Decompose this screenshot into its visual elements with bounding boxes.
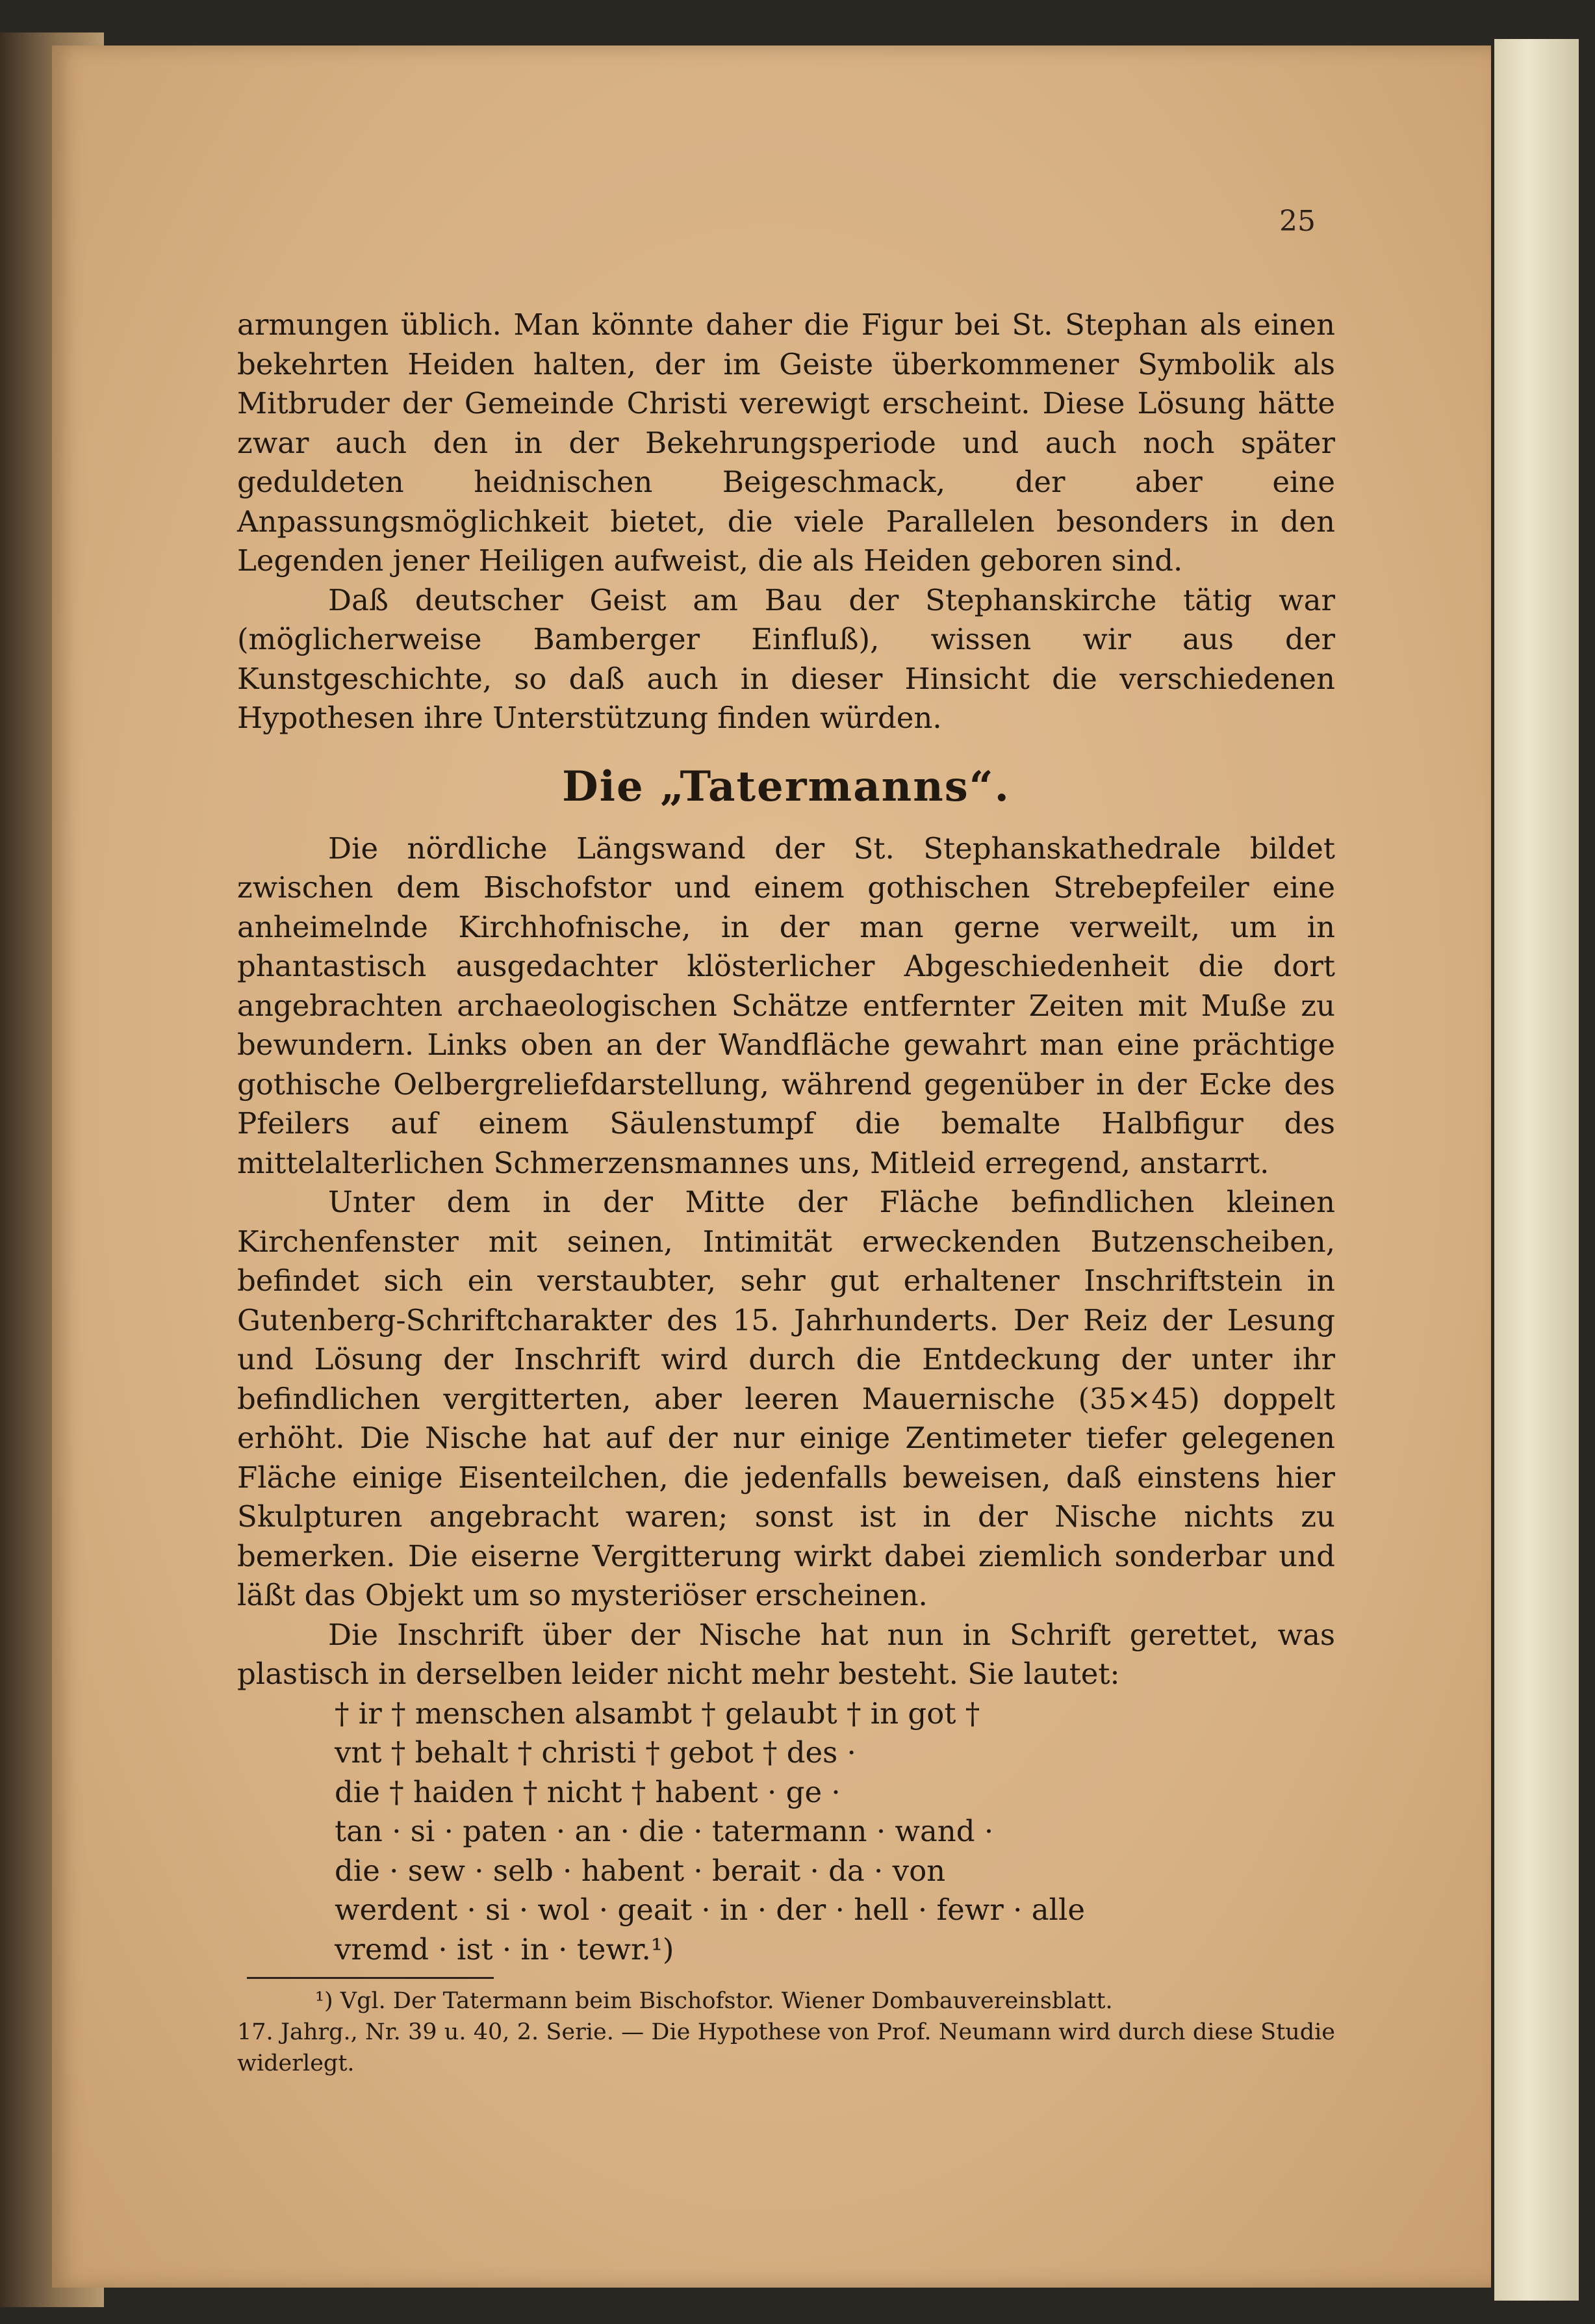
paragraph-inschrift: Die Inschrift über der Nische hat nun in Schrift gerettet, was plastisch in derselben leider nicht mehr besteht. Sie lautet: [237, 1617, 1335, 1691]
right-page-stack [1494, 39, 1579, 2301]
footnote-lead: ¹) Vgl. Der Tatermann beim Bischofstor. Wiener Dombauvereinsblatt. [315, 1988, 1113, 2014]
book-page [52, 45, 1491, 2288]
inscription-line: vremd · ist · in · tewr.¹) [335, 1931, 674, 1967]
section-heading: Die „Tatermanns“. [562, 762, 1010, 811]
inscription-line: die † haiden † nicht † habent · ge · [335, 1774, 841, 1809]
footnote-rest: 17. Jahrg., Nr. 39 u. 40, 2. Serie. — Die Hypothese von Prof. Neumann wird durch diese Studie widerlegt. [237, 2019, 1335, 2076]
inscription-line: † ir † menschen alsambt † gelaubt † in got † [335, 1696, 980, 1731]
inscription-line: werdent · si · wol · geait · in · der · hell · fewr · alle [335, 1892, 1085, 1927]
footnote [237, 1985, 1335, 2079]
page-number: 25 [1279, 205, 1316, 238]
paragraph-stephanskirche: Daß deutscher Geist am Bau der Stephanskirche tätig war (möglicherweise Bamberger Einfluß), wissen wir aus der Kunstgeschichte, so daß auch in dieser Hinsicht die verschiedenen Hypothesen ihre Unterstützung finden würden. [237, 582, 1335, 735]
inscription-line: tan · si · paten · an · die · tatermann · wand · [335, 1814, 994, 1848]
inscription-line: vnt † behalt † christi † gebot † des · [335, 1735, 856, 1770]
paragraph-continuation: armungen üblich. Man könnte daher die Figur bei St. Stephan als einen bekehrten Heiden halten, der im Geiste überkommener Symbolik als Mitbruder der Gemeinde Christi verewigt erscheint. Diese Lösung hätte zwar auch den in der Bekehrungsperiode und auch noch später geduldeten heidnischen Beigeschmack, der aber eine Anpassungsmöglichkeit bietet, die viele Parallelen besonders in den Legenden jener Heiligen aufweist, die als Heiden geboren sind. [237, 307, 1335, 578]
footnote-rule [247, 1977, 494, 1979]
inscription-line: die · sew · selb · habent · berait · da · von [335, 1853, 946, 1888]
text-block [237, 305, 1335, 2079]
paragraph-nische: Die nördliche Längswand der St. Stephanskathedrale bildet zwischen dem Bischofstor und einem gothischen Strebepfeiler eine anheimelnde Kirchhofnische, in der man gerne verweilt, um in phantastisch ausgedachter klösterlicher Abgeschiedenheit die dort angebrachten archaeologischen Schätze entfernter Zeiten mit Muße zu bewundern. Links oben an der Wandfläche gewahrt man eine prächtige gothische Oelbergreliefdarstellung, während gegenüber in der Ecke des Pfeilers auf einem Säulenstumpf die bemalte Halbfigur des mittelalterlichen Schmerzensmannes uns, Mitleid erregend, anstarrt. [237, 831, 1335, 1180]
paragraph-inschriftstein: Unter dem in der Mitte der Fläche befindlichen kleinen Kirchenfenster mit seinen, Intimität erweckenden Butzenscheiben, befindet sich ein verstaubter, sehr gut erhaltener Inschriftstein in Gutenberg-Schriftcharakter des 15. Jahrhunderts. Der Reiz der Lesung und Lösung der Inschrift wird durch die Entdeckung der unter ihr befindlichen vergitterten, aber leeren Mauernische (35×45) doppelt erhöht. Die Nische hat auf der nur einige Zentimeter tiefer gelegenen Fläche einige Eisenteilchen, die jedenfalls beweisen, daß einstens hier Skulpturen angebracht waren; sonst ist in der Nische nichts zu bemerken. Die eiserne Vergitterung wirkt dabei ziemlich sonderbar und läßt das Objekt um so mysteriöser erscheinen. [237, 1185, 1335, 1612]
inscription [335, 1694, 1335, 1970]
